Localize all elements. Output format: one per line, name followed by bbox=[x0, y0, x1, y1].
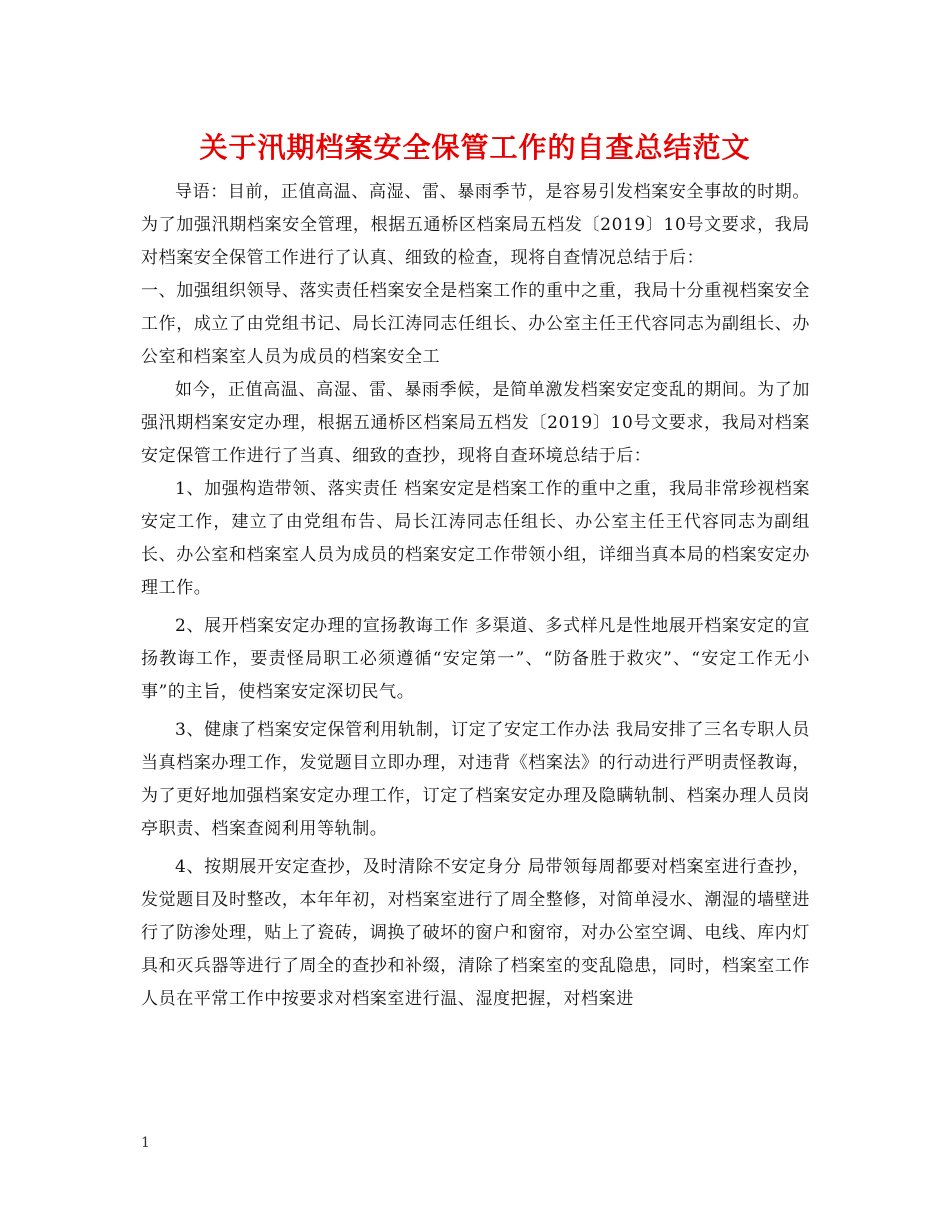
paragraph-section-one: 一、加强组织领导、落实责任档案安全是档案工作的重中之重，我局十分重视档案安全工作，成立了由党组书记、局长江涛同志任组长、办公室主任王代容同志为副组长、办公室和档案室人员为成员的档案安全工 bbox=[141, 281, 810, 367]
paragraph-item-3: 3、健康了档案安定保管利用轨制，订定了安定工作办法 我局安排了三名专职人员当真档案办理工作，发觉题目立即办理，对违背《档案法》的行动进行严明责怪教诲，为了更好地加强档案安定办理工作，订定了档案安定办理及隐瞒轨制、档案办理人员岗亭职责、档案查阅利用等轨制。 bbox=[141, 720, 810, 839]
document-title: 关于汛期档案安全保管工作的自查总结范文 bbox=[199, 131, 751, 164]
paragraph-item-4: 4、按期展开安定查抄，及时清除不安定身分 局带领每周都要对档案室进行查抄，发觉题目及时整改，本年年初，对档案室进行了周全整修，对简单浸水、潮湿的墙壁进行了防渗处理，贴上了瓷砖，调换了破坏的窗户和窗帘，对办公室空调、电线、库内灯具和灭兵器等进行了周全的查抄和补缀，清除了档案室的变乱隐患，同时，档案室工作人员在平常工作中按要求对档案室进行温、湿度把握，对档案进 bbox=[141, 857, 810, 1009]
paragraph-item-1: 1、加强构造带领、落实责任 档案安定是档案工作的重中之重，我局非常珍视档案安定工作，建立了由党组布告、局长江涛同志任组长、办公室主任王代容同志为副组长、办公室和档案室人员为成员的档案安定工作带领小组，详细当真本局的档案安定办理工作。 bbox=[141, 479, 810, 598]
document-body bbox=[141, 176, 810, 1016]
page-number: 1 bbox=[141, 1135, 150, 1151]
paragraph-item-2: 2、展开档案安定办理的宣扬教诲工作 多渠道、多式样凡是性地展开档案安定的宣扬教诲工作，要责怪局职工必须遵循“安定第一”、“防备胜于救灾”、“安定工作无小事”的主旨，使档案安定深切民气。 bbox=[141, 616, 810, 702]
paragraph-intro: 导语：目前，正值高温、高湿、雷、暴雨季节，是容易引发档案安全事故的时期。为了加强汛期档案安全管理，根据五通桥区档案局五档发〔2019〕10号文要求，我局对档案安全保管工作进行了认真、细致的检查，现将自查情况总结于后： bbox=[141, 182, 810, 268]
paragraph-overview: 如今，正值高温、高湿、雷、暴雨季候，是简单激发档案安定变乱的期间。为了加强汛期档案安定办理，根据五通桥区档案局五档发〔2019〕10号文要求，我局对档案安定保管工作进行了当真、细致的查抄，现将自查环境总结于后： bbox=[141, 380, 810, 466]
